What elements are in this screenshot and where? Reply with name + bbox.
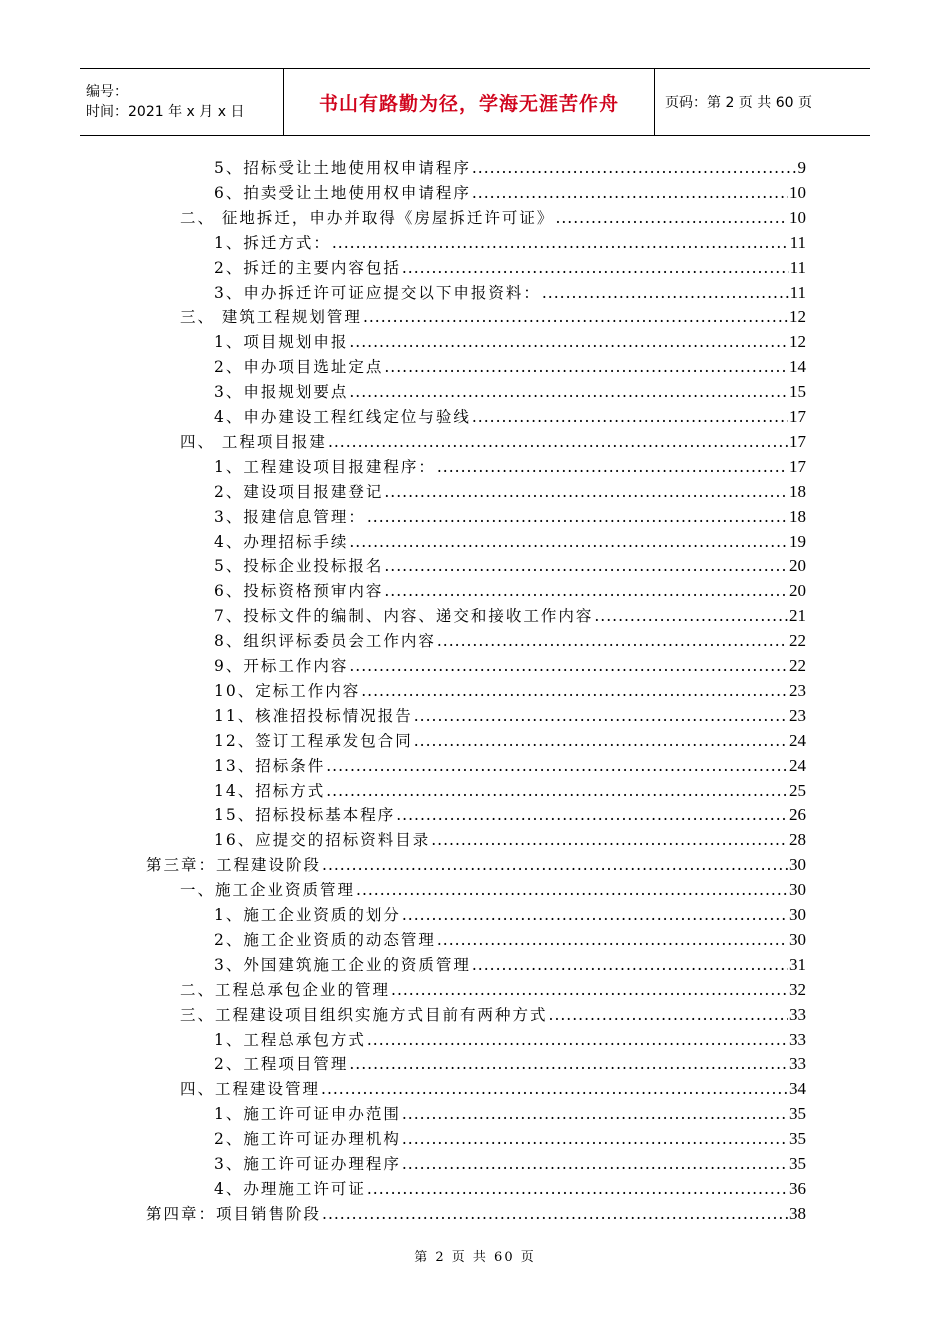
toc-entry-title: 二、 征地拆迁，申办并取得《房屋拆迁许可证》 [180, 208, 555, 227]
toc-entry[interactable] [180, 1004, 806, 1026]
toc-dot-leader [431, 829, 788, 851]
toc-entry-title: 第三章：工程建设阶段 [146, 856, 322, 875]
toc-entry-title: 四、 工程项目报建 [180, 432, 327, 451]
toc-entry-title: 2、施工企业资质的动态管理 [214, 930, 436, 949]
toc-entry-page: 18 [789, 506, 806, 526]
toc-entry-page: 11 [789, 257, 806, 277]
toc-entry-page: 10 [789, 182, 806, 202]
toc-entry-page: 30 [789, 905, 806, 924]
toc-entry[interactable] [214, 506, 806, 528]
toc-entry[interactable] [214, 655, 806, 677]
toc-entry-title: 3、外国建筑施工企业的资质管理 [214, 955, 471, 974]
toc-entry[interactable] [214, 182, 806, 204]
toc-entry-title: 三、 建筑工程规划管理 [180, 308, 362, 327]
toc-entry-title: 一、施工企业资质管理 [180, 881, 356, 900]
toc-dot-leader [402, 904, 788, 926]
toc-entry-page: 17 [789, 431, 806, 451]
toc-entry-page: 30 [789, 855, 806, 875]
toc-entry-page: 14 [789, 357, 806, 377]
toc-entry[interactable] [214, 1153, 806, 1175]
toc-entry-page: 21 [789, 606, 806, 626]
date-label: 时间：2021 年 x 月 x 日 [86, 104, 245, 120]
toc-entry-title: 1、项目规划申报 [214, 333, 349, 352]
toc-entry-page: 33 [789, 1029, 806, 1049]
toc-entry[interactable] [214, 705, 806, 727]
toc-entry-title: 第四章：项目销售阶段 [146, 1204, 322, 1223]
toc-entry-page: 30 [789, 929, 806, 949]
toc-dot-leader [437, 630, 788, 652]
toc-entry-title: 8、组织评标委员会工作内容 [214, 632, 436, 651]
toc-dot-leader [594, 605, 788, 627]
toc-entry-page: 12 [789, 332, 806, 352]
toc-dot-leader [414, 730, 788, 752]
toc-entry[interactable] [214, 580, 806, 602]
toc-entry-title: 3、报建信息管理： [214, 507, 366, 526]
toc-entry-title: 7、投标文件的编制、内容、递交和接收工作内容 [214, 607, 594, 626]
toc-entry[interactable] [146, 854, 806, 876]
toc-dot-leader [361, 680, 788, 702]
toc-dot-leader [349, 655, 788, 677]
toc-entry-title: 三、工程建设项目组织实施方式目前有两种方式 [180, 1005, 548, 1024]
toc-dot-leader [326, 780, 788, 802]
toc-entry[interactable] [180, 306, 806, 328]
toc-entry[interactable] [214, 605, 806, 627]
toc-entry-title: 14、招标方式 [214, 781, 326, 800]
toc-entry-title: 2、申办项目选址定点 [214, 358, 384, 377]
doc-number-label: 编号： [86, 84, 128, 100]
toc-entry-title: 3、申报规划要点 [214, 383, 349, 402]
toc-entry-title: 1、施工许可证申办范围 [214, 1105, 401, 1124]
toc-entry-title: 12、签订工程承发包合同 [214, 731, 413, 750]
toc-entry-title: 5、招标受让土地使用权申请程序 [214, 159, 471, 177]
header-motto-cell [283, 69, 655, 135]
toc-entry[interactable] [214, 406, 806, 428]
toc-entry[interactable] [214, 282, 806, 304]
toc-dot-leader [472, 406, 788, 428]
toc-entry-title: 1、施工企业资质的划分 [214, 906, 401, 924]
toc-entry-title: 4、申办建设工程红线定位与验线 [214, 408, 471, 426]
toc-entry-title: 4、办理招标手续 [214, 532, 349, 551]
toc-entry-page: 35 [789, 1104, 806, 1124]
toc-entry-page: 33 [789, 1004, 806, 1024]
toc-entry[interactable] [146, 1203, 806, 1225]
toc-dot-leader [328, 431, 788, 453]
toc-entry-title: 15、招标投标基本程序 [214, 806, 396, 825]
toc-dot-leader [414, 705, 788, 727]
toc-entry[interactable] [214, 755, 806, 777]
toc-dot-leader [555, 207, 788, 229]
toc-entry-page: 30 [789, 880, 806, 900]
toc-entry-page: 11 [789, 232, 806, 252]
toc-entry-title: 二、工程总承包企业的管理 [180, 980, 391, 999]
toc-entry-page: 9 [797, 158, 806, 177]
toc-entry[interactable] [214, 157, 806, 179]
page-header [80, 68, 870, 136]
toc-dot-leader [402, 1128, 788, 1150]
toc-entry-page: 33 [789, 1054, 806, 1074]
toc-entry-page: 38 [789, 1203, 806, 1223]
toc-entry-page: 23 [789, 680, 806, 700]
toc-entry-page: 17 [789, 456, 806, 476]
toc-entry[interactable] [214, 1103, 806, 1125]
toc-dot-leader [349, 381, 788, 403]
toc-entry-page: 24 [789, 755, 806, 775]
toc-dot-leader [437, 929, 788, 951]
toc-entry[interactable] [214, 804, 806, 826]
toc-entry-title: 1、拆迁方式： [214, 233, 331, 252]
toc-entry[interactable] [214, 381, 806, 403]
toc-dot-leader [349, 531, 788, 553]
toc-dot-leader [326, 755, 788, 777]
toc-entry[interactable] [214, 929, 806, 951]
toc-entry[interactable] [214, 1053, 806, 1075]
toc-entry-title: 1、工程总承包方式 [214, 1030, 366, 1049]
toc-entry-page: 23 [789, 705, 806, 725]
toc-entry-title: 2、建设项目报建登记 [214, 482, 384, 501]
toc-entry-page: 34 [789, 1079, 806, 1099]
toc-dot-leader [384, 481, 788, 503]
toc-entry[interactable] [180, 1078, 806, 1100]
toc-entry-page: 28 [789, 830, 806, 850]
header-page-label: 页码：第 2 页 共 60 页 [665, 95, 812, 111]
toc-entry[interactable] [214, 456, 806, 478]
toc-dot-leader [367, 506, 788, 528]
toc-entry-title: 16、应提交的招标资料目录 [214, 831, 431, 850]
toc-entry-page: 22 [789, 656, 806, 675]
toc-dot-leader [384, 555, 788, 577]
toc-entry[interactable] [214, 780, 806, 802]
toc-entry[interactable] [214, 1178, 806, 1200]
toc-entry-title: 11、核准招投标情况报告 [214, 706, 413, 725]
toc-dot-leader [402, 1103, 788, 1125]
toc-entry-page: 35 [789, 1129, 806, 1149]
toc-entry-page: 32 [789, 979, 806, 999]
toc-entry-page: 31 [789, 954, 806, 974]
toc-entry-title: 9、开标工作内容 [214, 657, 349, 675]
toc-entry-page: 18 [789, 481, 806, 501]
toc-dot-leader [367, 1178, 788, 1200]
toc-entry[interactable] [214, 531, 806, 553]
toc-dot-leader [322, 854, 788, 876]
toc-entry-title: 3、施工许可证办理程序 [214, 1155, 401, 1173]
toc-entry-title: 2、施工许可证办理机构 [214, 1130, 401, 1149]
toc-entry-title: 6、投标资格预审内容 [214, 582, 384, 601]
toc-entry[interactable] [214, 630, 806, 652]
toc-entry-title: 3、申办拆迁许可证应提交以下申报资料： [214, 283, 541, 302]
toc-dot-leader [402, 257, 789, 279]
toc-entry[interactable] [214, 356, 806, 378]
toc-dot-leader [367, 1029, 788, 1051]
toc-dot-leader [349, 1053, 788, 1075]
toc-entry-page: 20 [789, 581, 806, 601]
toc-entry[interactable] [180, 431, 806, 453]
page-footer: 第 2 页 共 60 页 [414, 1250, 536, 1265]
toc-entry-page: 12 [789, 307, 806, 327]
toc-entry[interactable] [214, 555, 806, 577]
toc-dot-leader [332, 232, 789, 254]
header-meta [80, 69, 283, 135]
toc-entry[interactable] [180, 879, 806, 901]
toc-entry-page: 35 [789, 1154, 806, 1173]
toc-dot-leader [437, 456, 788, 478]
toc-entry-page: 26 [789, 805, 806, 825]
toc-entry-title: 6、拍卖受让土地使用权申请程序 [214, 183, 471, 202]
motto-text: 书山有路勤为径，学海无涯苦作舟 [318, 92, 619, 115]
toc-entry-title: 四、工程建设管理 [180, 1080, 321, 1099]
toc-entry-title: 2、工程项目管理 [214, 1055, 349, 1074]
toc-dot-leader [549, 1004, 788, 1026]
toc-entry-title: 13、招标条件 [214, 756, 326, 775]
toc-entry-title: 2、拆迁的主要内容包括 [214, 258, 401, 277]
toc-dot-leader [472, 182, 788, 204]
toc-entry-title: 5、投标企业投标报名 [214, 557, 384, 576]
toc-dot-leader [542, 282, 789, 304]
toc-entry[interactable] [214, 481, 806, 503]
toc-entry[interactable] [214, 829, 806, 851]
toc-dot-leader [472, 157, 797, 179]
toc-entry[interactable] [214, 730, 806, 752]
toc-dot-leader [322, 1203, 788, 1225]
toc-entry[interactable] [180, 979, 806, 1001]
toc-entry-page: 17 [789, 407, 806, 426]
toc-entry[interactable] [180, 207, 806, 229]
toc-entry[interactable] [214, 954, 806, 976]
toc-dot-leader [396, 804, 788, 826]
toc-entry-page: 25 [789, 780, 806, 800]
toc-entry-page: 36 [789, 1178, 806, 1198]
toc-entry[interactable] [214, 331, 806, 353]
toc-dot-leader [363, 306, 788, 328]
toc-dot-leader [391, 979, 788, 1001]
toc-entry[interactable] [214, 232, 806, 254]
toc-entry-page: 24 [789, 730, 806, 750]
toc-entry[interactable] [214, 1128, 806, 1150]
toc-dot-leader [321, 1078, 788, 1100]
header-page-cell [655, 69, 870, 135]
toc-dot-leader [384, 356, 788, 378]
toc-dot-leader [402, 1153, 788, 1175]
toc-entry[interactable] [214, 680, 806, 702]
toc-entry[interactable] [214, 904, 806, 926]
toc-entry-page: 22 [789, 631, 806, 651]
toc-entry[interactable] [214, 1029, 806, 1051]
toc-dot-leader [384, 580, 788, 602]
toc-entry-title: 10、定标工作内容 [214, 681, 361, 700]
toc-entry-page: 19 [789, 531, 806, 551]
toc-dot-leader [356, 879, 788, 901]
toc-entry-page: 20 [789, 556, 806, 576]
toc-entry-page: 11 [789, 282, 806, 302]
toc-dot-leader [349, 331, 788, 353]
toc-entry-title: 1、工程建设项目报建程序： [214, 457, 436, 476]
toc-entry-page: 15 [789, 382, 806, 402]
toc-entry-title: 4、办理施工许可证 [214, 1179, 366, 1198]
toc-entry-page: 10 [789, 207, 806, 227]
toc-dot-leader [472, 954, 788, 976]
toc-entry[interactable] [214, 257, 806, 279]
